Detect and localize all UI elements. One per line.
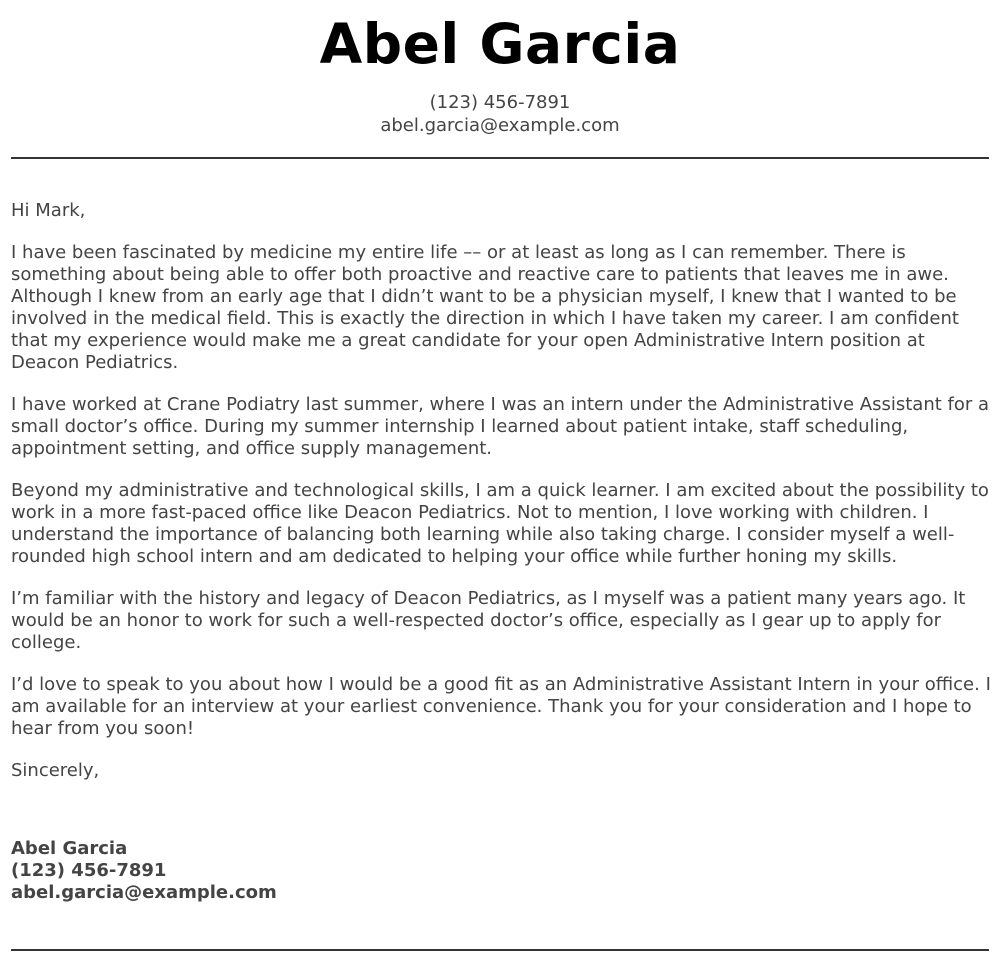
body-paragraph-5: I’d love to speak to you about how I would be a good fit as an Administrative Assistant Intern in your office. I am available for an interview at your earliest convenience. Thank you for your consideration and I hope to hear from you soon!: [11, 674, 991, 739]
signature-email: abel.garcia@example.com: [11, 882, 277, 903]
signature-block: [11, 838, 993, 904]
header-email: abel.garcia@example.com: [380, 115, 620, 136]
contact-info: [0, 91, 1000, 137]
body-paragraph-4: I’m familiar with the history and legacy of Deacon Pediatrics, as I myself was a patient many years ago. It would be an honor to work for such a well-respected doctor’s office, especially as I gear up to apply for college.: [11, 588, 966, 653]
letter-header: [0, 0, 1000, 137]
body-paragraph-3: Beyond my administrative and technological skills, I am a quick learner. I am excited about the possibility to work in a more fast-paced office like Deacon Pediatrics. Not to mention, I love working with children. I understand the importance of balancing both learning while also taking charge. I consider myself a well-rounded high school intern and am dedicated to helping your office while further honing my skills.: [11, 480, 989, 567]
body-paragraph-1: I have been fascinated by medicine my entire life –– or at least as long as I can remember. There is something about being able to offer both proactive and reactive care to patients that leaves me in awe. Although I knew from an early age that I didn’t want to be a physician myself, I knew that I wanted to be involved in the medical field. This is exactly the direction in which I have taken my career. I am confident that my experience would make me a great candidate for your open Administrative Intern position at Deacon Pediatrics.: [11, 242, 959, 373]
applicant-name: Abel Garcia: [319, 12, 681, 76]
letter-body: [11, 200, 993, 904]
signature-phone: (123) 456-7891: [11, 860, 167, 881]
bottom-divider: [11, 949, 989, 951]
body-paragraph-2: I have worked at Crane Podiatry last summer, where I was an intern under the Administrative Assistant for a small doctor’s office. During my summer internship I learned about patient intake, staff scheduling, appointment setting, and office supply management.: [11, 394, 990, 459]
top-divider: [11, 157, 989, 159]
closing: Sincerely,: [11, 760, 100, 781]
greeting: Hi Mark,: [11, 200, 86, 221]
header-phone: (123) 456-7891: [429, 92, 571, 113]
signature-name: Abel Garcia: [11, 838, 128, 859]
